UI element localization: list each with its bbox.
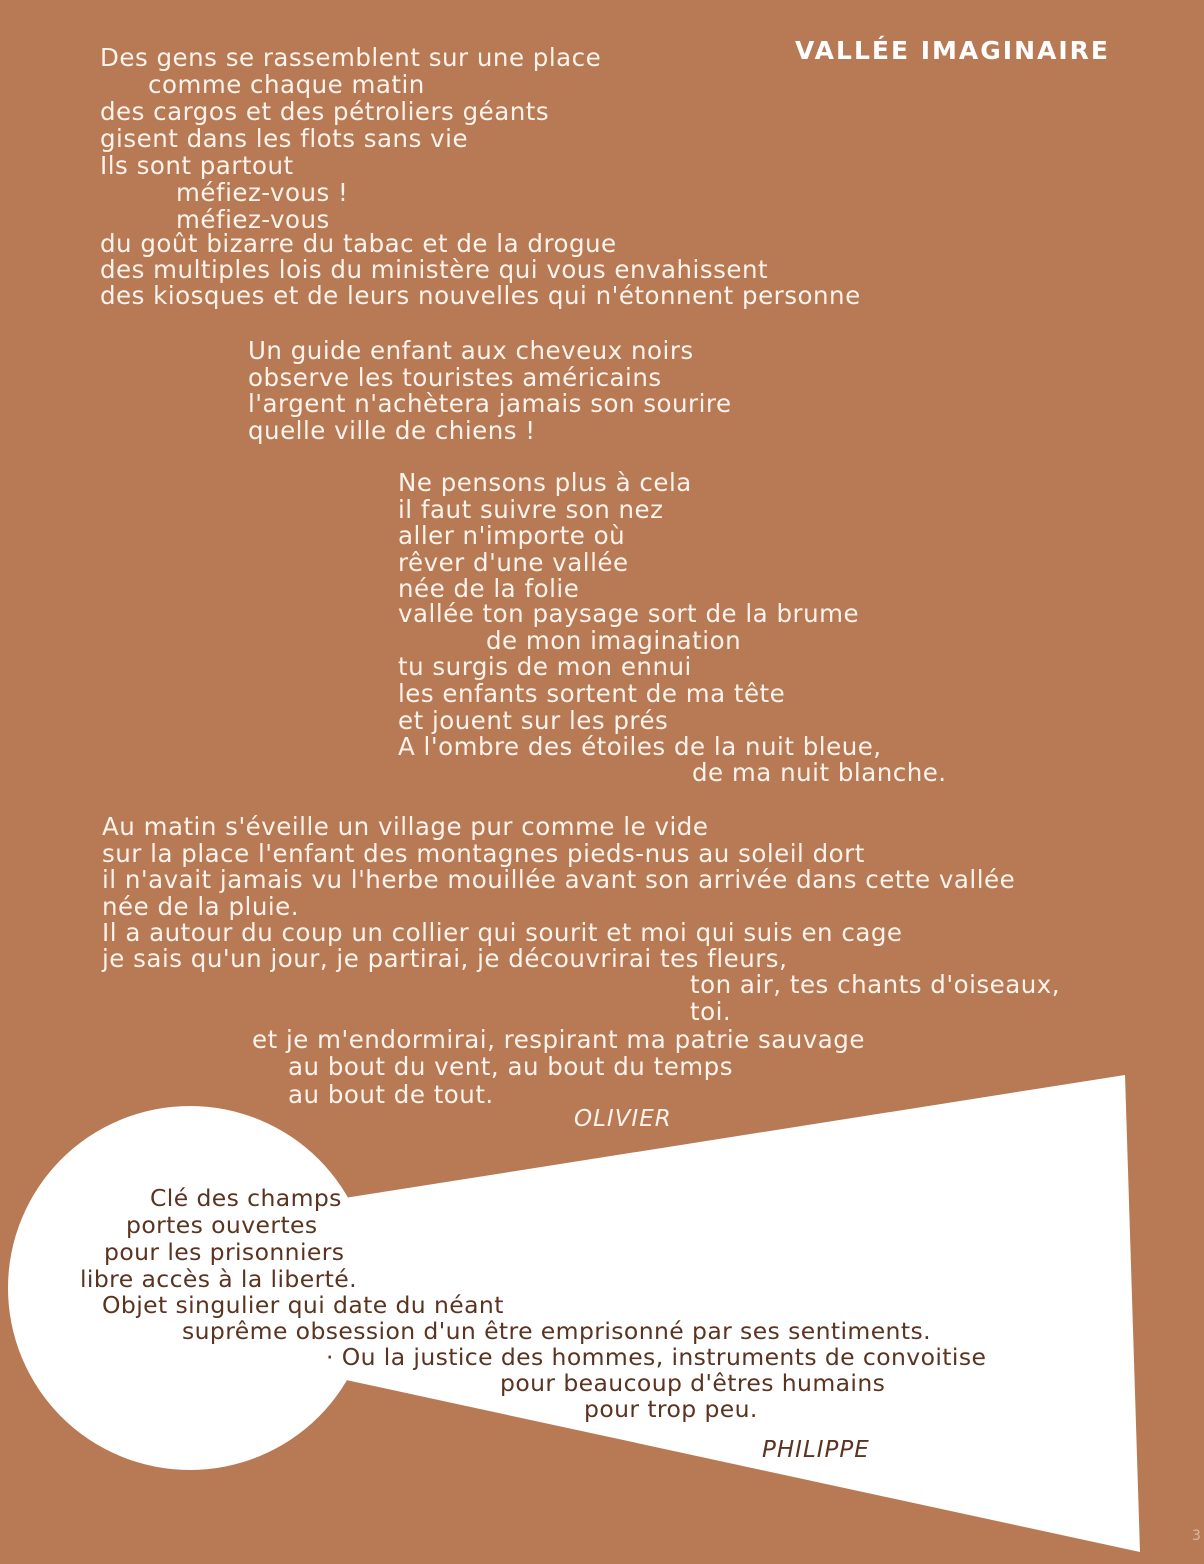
poem2-line: · Ou la justice des hommes, instruments de convoitise xyxy=(326,1343,987,1371)
poem-line: il n'avait jamais vu l'herbe mouillée avant son arrivée dans cette vallée xyxy=(102,865,1016,894)
poem-line: des multiples lois du ministère qui vous envahissent xyxy=(100,255,769,284)
poem-line: rêver d'une vallée xyxy=(398,548,629,577)
poem-line: quelle ville de chiens ! xyxy=(248,416,536,445)
poem-line: Des gens se rassemblent sur une place xyxy=(100,43,602,72)
signature-philippe: PHILIPPE xyxy=(762,1437,870,1463)
poem-line: née de la pluie. xyxy=(102,892,300,921)
poem-line: méfiez-vous xyxy=(176,205,330,234)
poem-line: Ils sont partout xyxy=(100,151,294,180)
poem-line: et je m'endormirai, respirant ma patrie sauvage xyxy=(252,1025,865,1054)
poem-line: l'argent n'achètera jamais son sourire xyxy=(248,389,732,418)
poem-line: Au matin s'éveille un village pur comme le vide xyxy=(102,812,709,841)
poem-line: Ne pensons plus à cela xyxy=(398,468,692,497)
poem-line: des cargos et des pétroliers géants xyxy=(100,97,550,126)
poem-line: ton air, tes chants d'oiseaux, xyxy=(690,970,1061,999)
poem-line: née de la folie xyxy=(398,574,580,603)
poem-line: au bout de tout. xyxy=(288,1080,494,1109)
poem2-line: Clé des champs xyxy=(150,1184,342,1212)
poem-line: de ma nuit blanche. xyxy=(692,758,947,787)
poem-line: vallée ton paysage sort de la brume xyxy=(398,599,860,628)
poem-line: des kiosques et de leurs nouvelles qui n'étonnent personne xyxy=(100,281,861,310)
poem2-line: suprême obsession d'un être emprisonné par ses sentiments. xyxy=(182,1317,931,1345)
poem-title: VALLÉE IMAGINAIRE xyxy=(795,36,1110,65)
poem-line: il faut suivre son nez xyxy=(398,495,664,524)
poem-line: sur la place l'enfant des montagnes pieds-nus au soleil dort xyxy=(102,839,865,868)
poem-line: tu surgis de mon ennui xyxy=(398,652,692,681)
poem-line: comme chaque matin xyxy=(148,70,425,99)
poem2-line: libre accès à la liberté. xyxy=(80,1265,357,1293)
poem2-line: portes ouvertes xyxy=(126,1211,318,1239)
poem2-line: pour beaucoup d'êtres humains xyxy=(500,1369,886,1397)
poem-line: du goût bizarre du tabac et de la drogue xyxy=(100,229,617,258)
poem2-line: Objet singulier qui date du néant xyxy=(102,1291,504,1319)
poem-line: et jouent sur les prés xyxy=(398,706,669,735)
page-number: 3 xyxy=(1192,1528,1201,1544)
poem-line: Il a autour du coup un collier qui sourit et moi qui suis en cage xyxy=(102,918,903,947)
poem2-line: pour les prisonniers xyxy=(104,1238,345,1266)
poem-line: observe les touristes américains xyxy=(248,363,662,392)
poem-line: méfiez-vous ! xyxy=(176,178,349,207)
poem-line: je sais qu'un jour, je partirai, je découvrirai tes fleurs, xyxy=(102,944,788,973)
poem-line: gisent dans les flots sans vie xyxy=(100,124,469,153)
poem-line: de mon imagination xyxy=(486,626,742,655)
poem-line: A l'ombre des étoiles de la nuit bleue, xyxy=(398,732,882,761)
poem-line: toi. xyxy=(690,997,732,1026)
signature-olivier: OLIVIER xyxy=(574,1106,672,1132)
poem-line: aller n'importe où xyxy=(398,521,626,550)
poem2-line: pour trop peu. xyxy=(584,1395,758,1423)
poem-line: les enfants sortent de ma tête xyxy=(398,679,786,708)
poem-line: Un guide enfant aux cheveux noirs xyxy=(248,336,694,365)
poem-line: au bout du vent, au bout du temps xyxy=(288,1052,733,1081)
